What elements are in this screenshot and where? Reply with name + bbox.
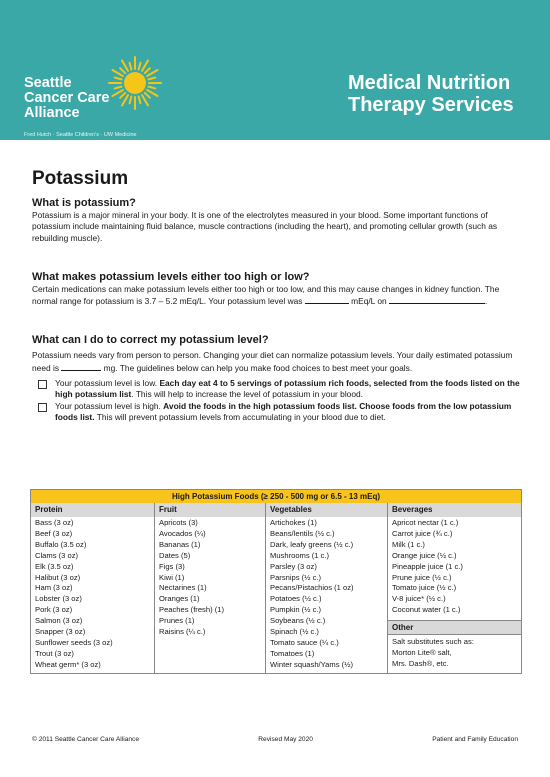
sun-ray — [149, 78, 156, 80]
table-cell: Avocados (¼) — [159, 528, 206, 538]
fruit-column — [155, 517, 266, 673]
table-cell: Salt substitutes such as: — [392, 637, 474, 647]
section-correct — [32, 333, 520, 423]
logo-subtitle: Fred Hutch · Seattle Children's · UW Medicine — [24, 132, 137, 138]
checkbox-item-high — [38, 401, 520, 424]
checkbox[interactable] — [38, 380, 47, 389]
table-cell: Morton Lite® salt, — [392, 648, 452, 658]
table-cell: Prune juice (½ c.) — [392, 572, 452, 582]
table-cell: Bananas (1) — [159, 539, 201, 549]
header-beverages: Beverages — [392, 505, 433, 514]
table-cell: V-8 juice* (½ c.) — [392, 594, 446, 604]
sun-ray — [147, 70, 157, 76]
table-cell: Oranges (1) — [159, 594, 200, 604]
level-blank — [305, 295, 349, 304]
section-text — [32, 350, 520, 374]
section-heading: What makes potassium levels either too high or low? — [32, 270, 310, 283]
table-cell: Parsley (3 oz) — [270, 561, 317, 571]
table-cell: Orange juice (½ c.) — [392, 550, 457, 560]
table-cell: Figs (3) — [159, 561, 185, 571]
section-what-is — [32, 196, 520, 244]
document-body — [32, 168, 520, 423]
text-span: Your potassium level is low. — [55, 378, 158, 389]
table-cell: Dates (5) — [159, 550, 191, 560]
table-cell: Potatoes (½ c.) — [270, 594, 322, 604]
table-cell: Tomato juice (½ c.) — [392, 583, 457, 593]
logo-line: Seattle — [24, 75, 72, 91]
sun-logo-icon — [108, 56, 162, 110]
checkbox[interactable] — [38, 403, 47, 412]
table-cell: Raisins (¼ c.) — [159, 627, 206, 637]
section-levels — [32, 270, 520, 308]
table-cell: Halibut (3 oz) — [35, 572, 81, 582]
need-blank — [61, 362, 101, 371]
table-cell: Elk (3.5 oz) — [35, 561, 74, 571]
table-header-row — [31, 503, 521, 517]
sun-ray — [142, 95, 148, 105]
other-list — [392, 637, 521, 670]
sun-ray — [112, 70, 122, 76]
text-span: Potassium needs vary from person to person. Changing your diet can normalize potassium levels. Your daily estimated potassium need is — [32, 350, 513, 373]
vegetables-column — [266, 517, 388, 673]
header-protein: Protein — [31, 503, 155, 517]
text-span: mEq/L on — [351, 296, 387, 307]
table-cell: Snapper (3 oz) — [35, 627, 86, 637]
sun-ray — [147, 90, 157, 96]
table-cell: Artichokes (1) — [270, 518, 317, 527]
table-cell: Winter squash/Yams (½) — [270, 659, 353, 669]
table-cell: Beans/lentils (½ c.) — [270, 528, 335, 538]
other-heading: Other — [388, 620, 521, 635]
sun-ray — [130, 63, 132, 70]
text-span: Each day eat 4 to 5 servings of potassium rich foods, selected from the foods listed on the high potassium list — [55, 378, 520, 400]
text-span: This will prevent potassium levels from accumulating in your blood due to diet. — [94, 411, 386, 422]
table-cell: Dark, leafy greens (½ c.) — [270, 539, 354, 549]
table-cell: Spinach (½ c.) — [270, 627, 319, 637]
table-cell: Sunflower seeds (3 oz) — [35, 637, 113, 647]
table-cell: Mushrooms (1 c.) — [270, 550, 330, 560]
table-title: High Potassium Foods (≥ 250 - 500 mg or 6.5 - 13 mEq) — [31, 490, 521, 503]
table-cell: Ham (3 oz) — [35, 583, 73, 593]
table-cell: Apricot nectar (1 c.) — [392, 518, 459, 527]
page-footer — [32, 736, 518, 743]
sun-ray — [139, 63, 141, 70]
section-heading: What can I do to correct my potassium level? — [32, 334, 269, 347]
page-title: Potassium — [32, 168, 129, 189]
section-text — [32, 284, 520, 308]
checkbox-item-low — [38, 378, 520, 401]
sun-ray — [130, 97, 132, 104]
footer-department: Patient and Family Education — [432, 736, 518, 743]
sun-ray — [149, 87, 156, 89]
sun-ray — [145, 93, 150, 98]
footer-copyright: © 2011 Seattle Cancer Care Alliance — [32, 736, 139, 743]
text-span: mg. The guidelines below can help you make food choices to best meet your goals. — [103, 362, 413, 373]
beverages-column — [388, 517, 521, 673]
sun-ray — [139, 97, 141, 104]
sun-ray — [115, 78, 122, 80]
table-cell: Clams (3 oz) — [35, 550, 79, 560]
table-cell: Mrs. Dash®, etc. — [392, 658, 449, 668]
service-line: Medical Nutrition — [348, 72, 511, 94]
service-line: Therapy Services — [348, 94, 514, 116]
table-cell: Beef (3 oz) — [35, 528, 73, 538]
table-cell: Kiwi (1) — [159, 572, 185, 582]
footer-revised: Revised May 2020 — [258, 736, 313, 743]
logo-line: Cancer Care — [24, 90, 110, 106]
table-cell: Trout (3 oz) — [35, 648, 74, 658]
table-cell: Carrot juice (¾ c.) — [392, 528, 453, 538]
header-banner — [0, 0, 550, 140]
sun-ray — [115, 87, 122, 89]
text-span: . — [485, 296, 488, 307]
beverages-list — [392, 518, 521, 616]
table-cell: Pecans/Pistachios (1 oz) — [270, 583, 354, 593]
sun-ray — [142, 60, 148, 70]
table-cell: Soybeans (½ c.) — [270, 616, 326, 626]
table-cell: Pork (3 oz) — [35, 605, 73, 615]
table-body — [31, 517, 521, 673]
high-potassium-table — [30, 489, 522, 674]
table-cell: Pumpkin (½ c.) — [270, 605, 322, 615]
text-span: Avoid the foods in the high potassium foods list. Choose foods from the low potassium foods list. — [55, 400, 512, 422]
section-text: Potassium is a major mineral in your body. It is one of the electrolytes measured in your blood. Some important functions of potassium include maintaining fluid balance, muscle contractions (including the heart), and promoting cellular growth (such as rebuilding muscle). — [32, 210, 498, 243]
table-cell: Buffalo (3.5 oz) — [35, 539, 87, 549]
logo-wordmark — [24, 76, 109, 121]
sun-ray — [122, 95, 128, 105]
sun-ray — [145, 68, 150, 73]
date-blank — [389, 295, 488, 307]
checkbox-label — [55, 378, 520, 401]
sun-ray — [112, 90, 122, 96]
table-cell: Parsnips (½ c.) — [270, 572, 322, 582]
sun-ray — [122, 60, 128, 70]
table-cell: Bass (3 oz) — [35, 518, 74, 527]
table-cell: Tomatoes (1) — [270, 648, 315, 658]
table-cell: Nectarines (1) — [159, 583, 207, 593]
checkbox-label — [55, 401, 520, 424]
text-span: Certain medications can make potassium levels either too high or too low, and this may cause changes in kidney function. The normal range for potassium is 3.7 – 5.2 mEq/L. Your potassium level was — [32, 283, 500, 307]
table-cell: Salmon (3 oz) — [35, 616, 83, 626]
service-title — [348, 72, 514, 116]
table-cell: Milk (1 c.) — [392, 539, 425, 549]
section-heading: What is potassium? — [32, 197, 136, 209]
text-span: . This will help to increase the level of potassium in your blood. — [131, 389, 363, 400]
table-cell: Apricots (3) — [159, 518, 198, 527]
sun-ray — [120, 68, 125, 73]
table-cell: Prunes (1) — [159, 616, 195, 626]
protein-column — [31, 517, 155, 673]
table-cell: Tomato sauce (¼ c.) — [270, 637, 339, 647]
table-cell: Lobster (3 oz) — [35, 594, 82, 604]
logo-line: Alliance — [24, 105, 80, 121]
table-cell: Wheat germ* (3 oz) — [35, 659, 101, 669]
header-fruit: Fruit — [155, 503, 266, 517]
table-cell: Pineapple juice (1 c.) — [392, 561, 463, 571]
header-vegetables: Vegetables — [266, 503, 388, 517]
sun-ray — [120, 93, 125, 98]
table-cell: Peaches (fresh) (1) — [159, 605, 224, 615]
text-span: Your potassium level is high. — [55, 400, 161, 411]
table-cell: Coconut water (1 c.) — [392, 605, 461, 615]
